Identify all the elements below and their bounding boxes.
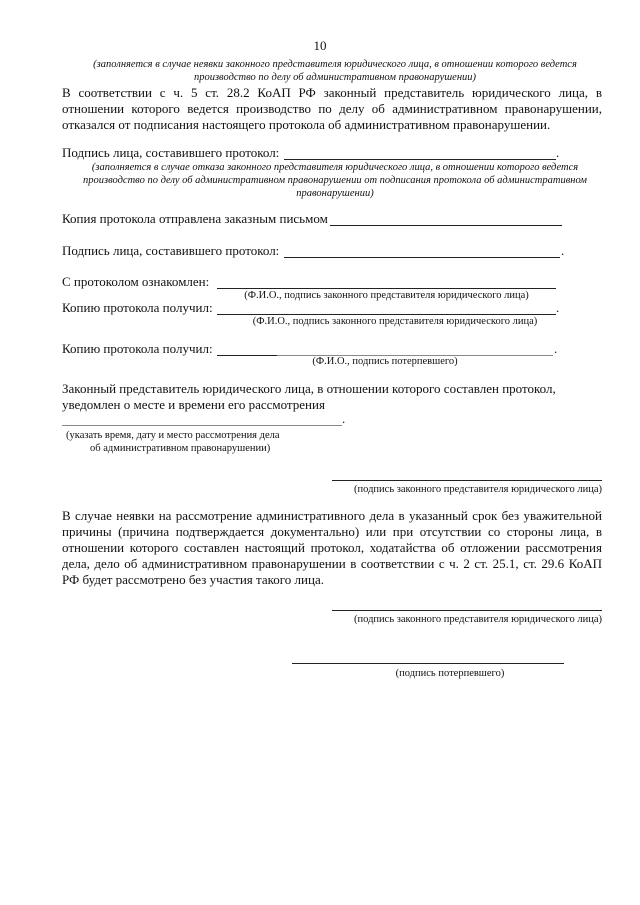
period-4: . bbox=[554, 341, 558, 356]
copy-received-label-2: Копию протокола получил: bbox=[62, 341, 213, 356]
copy-received-label: Копию протокола получил: bbox=[62, 300, 213, 315]
copy-received-caption-2: (Ф.И.О., подпись потерпевшего) bbox=[312, 356, 458, 367]
sig-rep-caption-2: (подпись законного представителя юридического лица) bbox=[354, 614, 602, 625]
period-5: . bbox=[342, 411, 346, 426]
copy-sent-line[interactable] bbox=[330, 225, 562, 226]
sig-rep-line[interactable] bbox=[332, 480, 602, 481]
page-number: 10 bbox=[313, 38, 327, 53]
acquainted-caption: (Ф.И.О., подпись законного представителя юридического лица) bbox=[244, 290, 529, 301]
copy-received-line-2a[interactable] bbox=[217, 355, 277, 356]
period-1: . bbox=[556, 145, 560, 160]
sig-rep-caption: (подпись законного представителя юридического лица) bbox=[354, 484, 602, 495]
sig-rep-line-2[interactable] bbox=[332, 610, 602, 611]
para-refusal: В соответствии с ч. 5 ст. 28.2 КоАП РФ законный представитель юридического лица, в отношении которого ведется производство по делу об административном правонарушении, отказался от подписания настоящего протокола об административном правонарушении. bbox=[62, 85, 602, 132]
sign-composer-label-2: Подпись лица, составившего протокол: bbox=[62, 243, 280, 258]
notified-line[interactable] bbox=[62, 425, 342, 426]
sign-composer-label: Подпись лица, составившего протокол: bbox=[62, 145, 280, 160]
copy-sent-label: Копия протокола отправлена заказным письмом bbox=[62, 211, 328, 226]
note-refusal: (заполняется в случае отказа законного представителя юридического лица, в отношении которого ведется производство по делу об административном правонарушении от подписания протокола об административном правонарушении) bbox=[82, 162, 588, 199]
period-3: . bbox=[556, 300, 560, 315]
sign-composer-line[interactable] bbox=[284, 159, 556, 160]
notified-text: Законный представитель юридического лица, в отношении которого составлен протокол, уведомлен о месте и времени его рассмотрения bbox=[62, 381, 556, 412]
para-absence: В случае неявки на рассмотрение административного дела в указанный срок без уважительной причины (причина подтверждается документально) или при отсутствии со стороны лица, в отношении которого составлен настоящий протокол, ходатайства об отложении рассмотрения дела, дело об административном правонарушении в соответствии с ч. 2 ст. 25.1, ст. 29.6 КоАП РФ будет рассмотрено без участия такого лица. bbox=[62, 508, 602, 587]
notified-caption-2: об административном правонарушении) bbox=[90, 443, 271, 454]
sig-victim-line[interactable] bbox=[292, 663, 564, 664]
sign-composer-line-2[interactable] bbox=[284, 257, 560, 258]
copy-received-caption: (Ф.И.О., подпись законного представителя юридического лица) bbox=[252, 316, 538, 327]
acquainted-label: С протоколом ознакомлен: bbox=[62, 274, 210, 289]
period-2: . bbox=[561, 243, 565, 258]
note-top: (заполняется в случае неявки законного представителя юридического лица, в отношении которого ведется производство по делу об административном правонарушении) bbox=[93, 59, 577, 83]
notified-caption-1: (указать время, дату и место рассмотрения дела bbox=[66, 430, 280, 441]
sig-victim-caption: (подпись потерпевшего) bbox=[395, 668, 505, 679]
